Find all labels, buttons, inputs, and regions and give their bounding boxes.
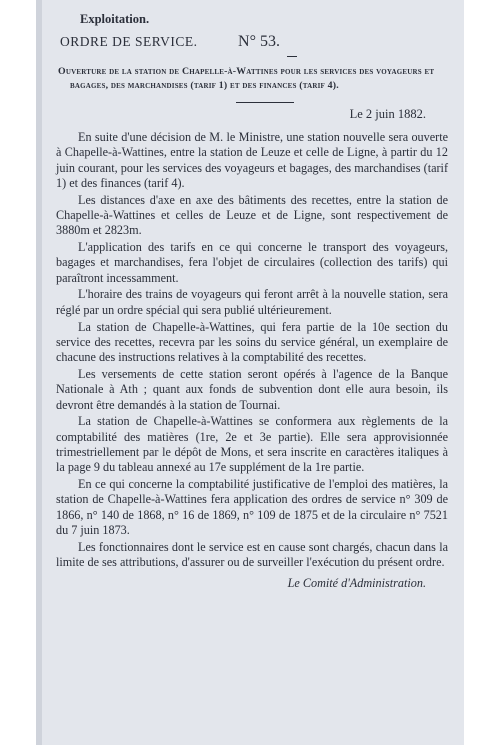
section-heading: Exploitation. [80, 12, 150, 26]
paragraph: L'horaire des trains de voyageurs qui feront arrêt à la nouvelle station, sera réglé par un ordre spécial qui sera publié ultérieurement. [56, 287, 448, 317]
paragraph: Les distances d'axe en axe des bâtiments des recettes, entre la station de Chapelle-à-Wattines et celles de Leuze et de Ligne, sont respectivement de 3880m et 2823m. [56, 192, 448, 238]
order-title: Ouverture de la station de Chapelle-à-Wattines pour les services des voyageurs et bagages, des marchandises (tarif 1) et des finances (tarif 4). [58, 66, 435, 91]
order-label: ORDRE DE SERVICE. [60, 34, 198, 49]
order-body [56, 130, 448, 570]
title-rule [236, 102, 294, 103]
paragraph: La station de Chapelle-à-Wattines, qui fera partie de la 10e section du service des recettes, recevra par les soins du service général, un exemplaire de chacune des instructions relatives à la comptabilité des recettes. [56, 319, 448, 365]
paragraph: En suite d'une décision de M. le Ministre, une station nouvelle sera ouverte à Chapelle-à-Wattines, entre la station de Leuze et celle de Ligne, à partir du 12 juin courant, pour les services des voyageurs et bagages, des marchandises (tarif 1) et des finances (tarif 4). [56, 130, 448, 190]
page-edge [36, 0, 42, 745]
document-page [36, 0, 464, 745]
paragraph: L'application des tarifs en ce qui concerne le transport des voyageurs, bagages et marchandises, fera l'objet de circulaires (collection des tarifs) qui paraîtront incessamment. [56, 240, 448, 285]
number-dash [287, 56, 297, 57]
paragraph: La station de Chapelle-à-Wattines se conformera aux règlements de la comptabilité des matières (1re, 2e et 3e partie). Elle sera approvisionnée trimestriellement par le dépôt de Mons, et sera inscrite en caractères italiques à la page 9 du tableau annexé au 17e supplément de la 1re partie. [56, 414, 448, 475]
paragraph: Les versements de cette station seront opérés à l'agence de la Banque Nationale à Ath ; quant aux fonds de subvention dont elle aura besoin, ils devront être demandés à la station de Tournai. [56, 366, 448, 412]
header-row [56, 33, 456, 51]
order-date: Le 2 juin 1882. [349, 107, 426, 121]
paragraph: Les fonctionnaires dont le service est en cause sont chargés, chacun dans la limite de ses attributions, d'assurer ou de surveiller l'exécution du présent ordre. [56, 539, 448, 570]
paragraph: En ce qui concerne la comptabilité justificative de l'emploi des matières, la station de Chapelle-à-Wattines fera application des ordres de service n° 309 de 1866, n° 140 de 1868, n° 16 de 1869, n° 109 de 1875 et de la circulaire n° 7521 du 7 juin 1873. [56, 477, 448, 537]
order-number: N° 53. [238, 33, 280, 50]
signature: Le Comité d'Administration. [287, 576, 426, 591]
